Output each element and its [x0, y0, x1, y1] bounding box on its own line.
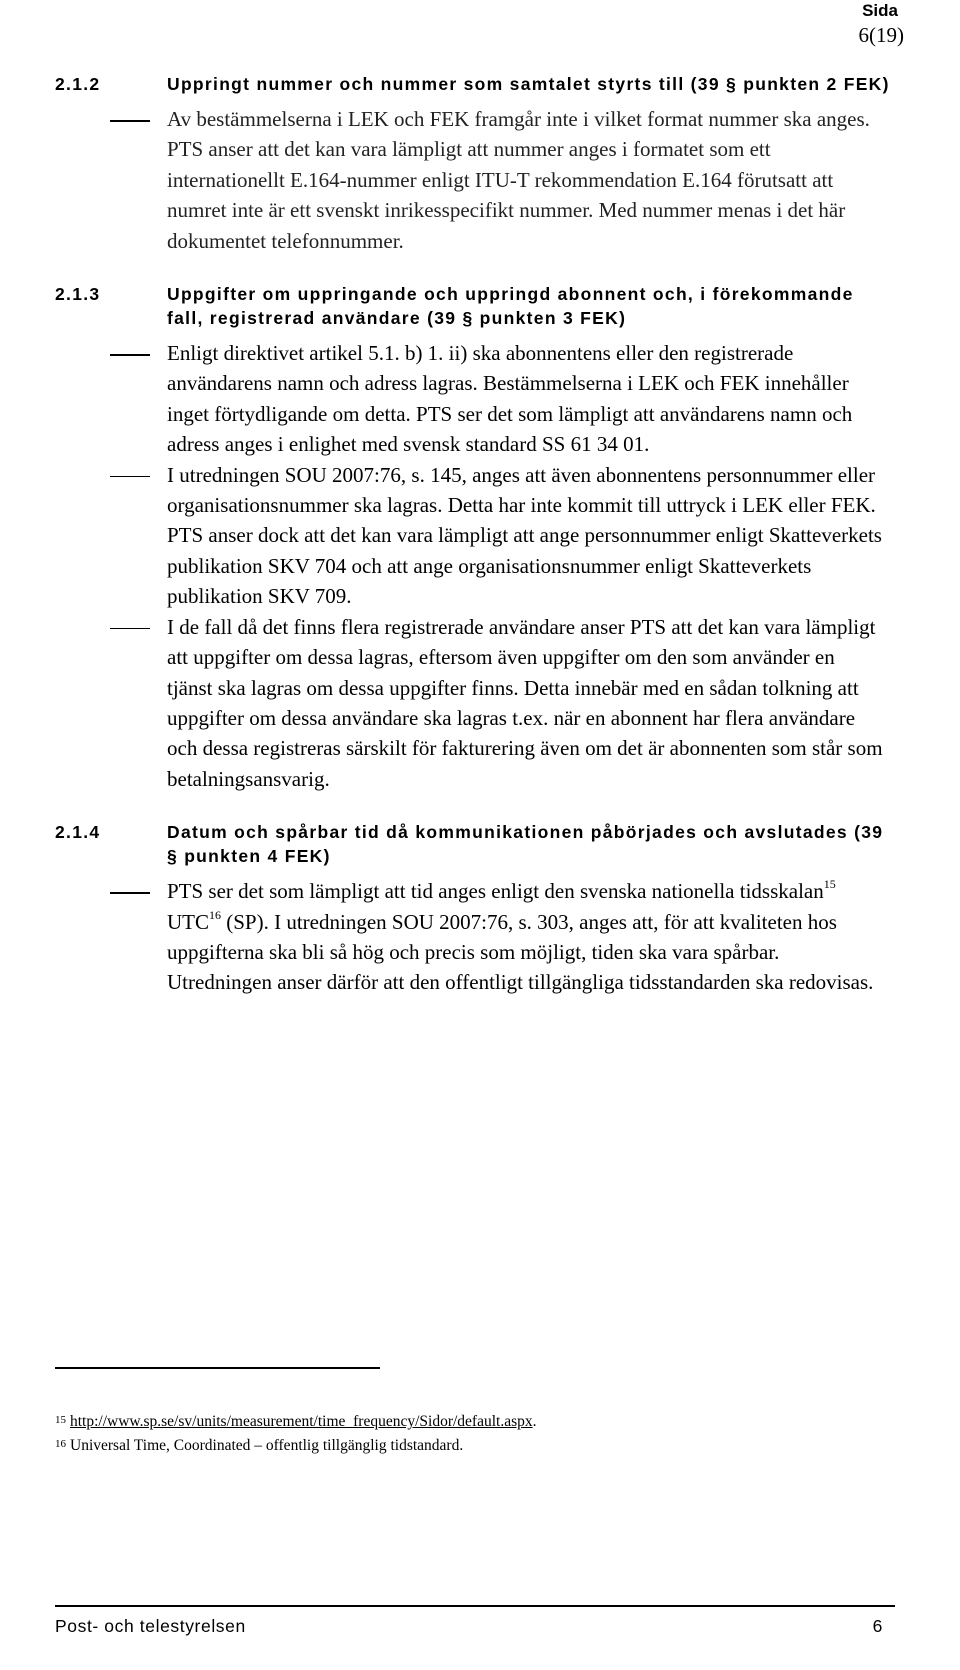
footnote-divider	[55, 1367, 380, 1369]
bullet-list	[55, 104, 895, 256]
footer-divider	[55, 1605, 895, 1607]
section-2-1-2	[55, 72, 895, 256]
page-label: Sida	[862, 1, 898, 20]
footer-page-number: 6	[872, 1616, 883, 1636]
dash-bullet-icon	[55, 460, 167, 490]
paragraph: Enligt direktivet artikel 5.1. b) 1. ii) ska abonnentens eller den registrerade användarens namn och adress lagras. Bestämmelserna i LEK och FEK innehåller inget förtydligande om detta. PTS ser det som lämpligt att användarens namn och adress anges i enlighet med svensk standard SS 61 34 01.	[167, 341, 853, 457]
paragraph: Av bestämmelserna i LEK och FEK framgår inte i vilket format nummer ska anges. PTS anser att det kan vara lämpligt att nummer anges i formatet som ett internationellt E.164-nummer enligt ITU-T rekommendation E.164 förutsatt att numret inte är ett svenskt inrikesspecifikt nummer. Med nummer menas i det här dokumentet telefonnummer.	[167, 107, 870, 253]
section-2-1-3	[55, 282, 895, 794]
dash-bullet-icon	[55, 876, 167, 906]
footer-org: Post- och telestyrelsen	[55, 1616, 246, 1636]
section-heading	[55, 820, 895, 868]
section-number: 2.1.4	[55, 822, 101, 843]
bullet-list	[55, 338, 895, 794]
section-2-1-4	[55, 820, 895, 998]
paragraph-part: PTS ser det som lämpligt att tid anges enligt den svenska nationella tidsskalan	[167, 879, 824, 904]
dash-bullet-icon	[55, 338, 167, 368]
dash-bullet-icon	[55, 612, 167, 642]
section-heading	[55, 72, 895, 96]
footnote-ref[interactable]: 15	[823, 877, 836, 892]
footnote-number: 15	[55, 1414, 66, 1426]
footnote-16	[55, 1433, 955, 1457]
paragraph	[167, 876, 895, 998]
section-title: Datum och spårbar tid då kommunikationen påbörjades och avslutades (39 § punkten 4 FEK)	[167, 822, 884, 867]
section-title: Uppgifter om uppringande och uppringd abonnent och, i förekommande fall, registrerad användare (39 § punkten 3 FEK)	[167, 284, 854, 329]
list-item	[55, 104, 895, 256]
list-item	[55, 876, 895, 998]
list-item	[55, 612, 895, 794]
page-footer	[55, 1616, 883, 1637]
footnote-link[interactable]: http://www.sp.se/sv/units/measurement/time_frequency/Sidor/default.aspx	[70, 1413, 533, 1430]
footnote-text: Universal Time, Coordinated – offentlig tillgänglig tidstandard.	[70, 1437, 464, 1454]
section-number: 2.1.3	[55, 284, 101, 305]
bullet-list	[55, 876, 895, 998]
footnote-ref[interactable]: 16	[209, 907, 221, 922]
document-body	[55, 72, 895, 1636]
paragraph-part: UTC	[167, 909, 209, 934]
footnotes	[55, 1409, 955, 1457]
page-count: 6(19)	[858, 23, 904, 47]
list-item	[55, 460, 895, 612]
paragraph: I de fall då det finns flera registrerade användare anser PTS att det kan vara lämpligt att uppgifter om dessa lagras, eftersom även uppgifter om den som använder en tjänst ska lagras om dessa uppgifter finns. Detta innebär med en sådan tolkning att uppgifter om dessa användare ska lagras t.ex. när en abonnent har flera användare och dessa registreras särskilt för fakturering även om det är abonnenten som står som betalningsansvarig.	[167, 614, 883, 791]
paragraph: I utredningen SOU 2007:76, s. 145, anges att även abonnentens personnummer eller organisationsnummer ska lagras. Detta har inte kommit till uttryck i LEK eller FEK. PTS anser dock att det kan vara lämpligt att ange personnummer enligt Skatteverkets publikation SKV 704 och att ange organisationsnummer enligt Skatteverkets publikation SKV 709.	[167, 462, 882, 609]
paragraph-part: (SP). I utredningen SOU 2007:76, s. 303, anges att, för att kvaliteten hos uppgifterna ska bli så hög och precis som möjligt, tiden ska vara spårbar. Utredningen anser därför att den offentligt tillgängliga tidsstandarden ska redovisas.	[167, 909, 874, 995]
section-number: 2.1.2	[55, 74, 101, 94]
list-item	[55, 338, 895, 460]
section-title: Uppringt nummer och nummer som samtalet styrts till (39 § punkten 2 FEK)	[167, 74, 890, 94]
footnote-number: 16	[55, 1438, 66, 1450]
section-heading	[55, 282, 895, 330]
footnote-15	[55, 1409, 955, 1433]
footnote-punct: .	[532, 1413, 537, 1430]
dash-bullet-icon	[55, 104, 167, 134]
